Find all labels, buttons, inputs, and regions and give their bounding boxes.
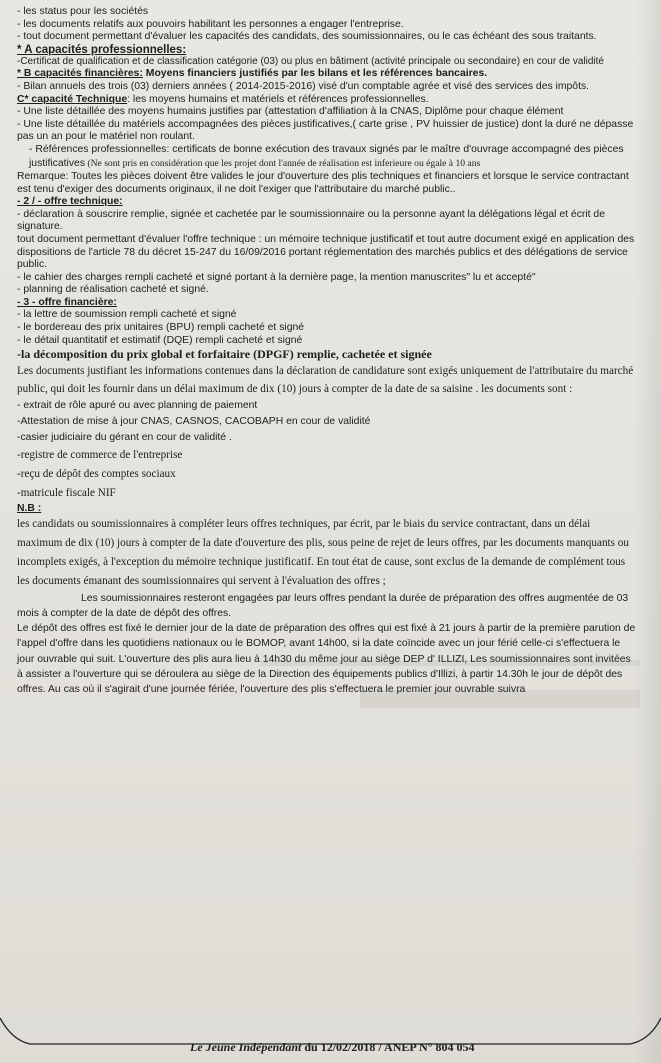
section-c-item [17,144,637,171]
footer-date: 12/02/2018 [320,1040,376,1054]
nb-label [17,503,637,516]
nb-label-text: N.B : [17,502,42,514]
tender-notice-column [17,6,637,697]
justification-intro: Les documents justifiant les informations contenues dans la déclaration de candidature sont exigés uniquement de l'attributaire du marché public, qui doit les fournir dans un délai maximum de dix (10) jours à compter de la date de sa saisine . les documents sont : [17,364,634,395]
financial-offer-item: - la lettre de soumission rempli cacheté et signé [17,309,237,321]
technical-offer-item: - planning de réalisation cacheté et signé. [17,284,209,296]
footer-publication: Le Jeune Indépendant [190,1040,302,1054]
section-b-heading-text: Moyens financiers justifiés par les bilans et les références bancaires. [142,68,488,80]
publication-footer [190,1040,610,1055]
justification-item: -reçu de dépôt des comptes sociaux [17,467,176,480]
top-item: - les documents relatifs aux pouvoirs habilitant les personnes a engager l'entreprise. [17,18,404,30]
top-item: - tout document permettant d'évaluer les capacités des candidats, des soumissionnaires, ou le cas échéant des sous traitants. [17,31,597,43]
section-b-label: * B capacités financières: [17,68,143,80]
footer-anep: / ANEP N° 804 054 [378,1040,475,1054]
bleed-through-shape-1 [360,690,640,748]
financial-offer-heading: - 3 - offre financière: [17,296,117,308]
justification-item: -matricule fiscale NIF [17,486,116,499]
section-c-item-text: - Références professionnelles: certificats de bonne exécution des travaux signés par le maître d'ouvrage accompagné des pièces justificatives [29,143,624,169]
footer-date-prefix: du [304,1040,318,1054]
justification-item: -Attestation de mise à jour CNAS, CASNOS, CACOBAPH en cour de validité [17,415,371,427]
section-c-note: (Ne sont pris en considération que les projet dont l'année de réalisation est inferieure ou égale à 10 ans [85,157,481,169]
justification-item: -registre de commerce de l'entreprise [17,448,183,461]
justification-item: -casier judiciaire du gérant en cour de validité . [17,431,232,443]
page-bottom-curve [0,1010,661,1063]
engagement-text: Les soumissionnaires resteront engagées par leurs offres pendant la durée de préparation des offres augmentée de 03 mois à compter de la date de dépôt des offres. [17,593,629,620]
section-c-heading-text: : les moyens humains et matériels et références professionnelles. [127,93,429,105]
section-c-heading [17,94,637,107]
financial-offer-item: - le bordereau des prix unitaires (BPU) rempli cacheté et signé [17,322,305,334]
section-b-text: - Bilan annuels des trois (03) derniers années ( 2014-2015-2016) visé d'un comptable agrée et visé des services des impôts. [17,80,590,92]
technical-offer-heading: - 2 / - offre technique: [17,196,123,208]
section-b-heading [17,68,637,81]
page-edge-shadow [635,0,661,1063]
section-a-heading: * A capacités professionnelles: [17,43,187,56]
technical-offer-item: tout document permettant d'évaluer l'offre technique : un mémoire technique justificatif et tout autre document exigé en application des dispositions de l'article 78 du décret 15-247 du 16/09/2016 portant réglementation des marchés publics et des délégations de service public. [17,233,635,271]
technical-offer-item: - le cahier des charges rempli cacheté et signé portant à la dernière page, la mention manuscrites" lu et accepté" [17,271,536,283]
deposit-text: Le dépôt des offres est fixé le dernier jour de la date de préparation des offres qui est fixé à 21 jours à partir de la première parution de l'appel d'offre dans les quotidiens nationaux ou le BOMOP, avant 14h00, si la date coïncide avec un jour férié celle-ci s'effectuera le jour ouvrable qui suit. L'ouverture des plis aura lieu à 14h30 du même jour au siège DEP d' ILLIZI, Les soumissionnaires sont invitées à assister a l'ouverture qui se déroulera au siège de la Direction des équipements publics d'Illizi, à partir 14.30h le jour de dépôt des offres. Au cas où il s'agirait d'une journée fériée, l'ouverture des plis s'effectuera le premier jour ouvrable suivra [17,623,636,696]
remarque-text: Remarque: Toutes les pièces doivent être valides le jour d'ouverture des plis techniques et financiers et lorsque le service contractant est tenu d'exiger des documents originaux, il ne doit l'exiger que l'attributaire du marché public.. [17,170,629,195]
financial-offer-item: -la décomposition du prix global et forfaitaire (DPGF) remplie, cachetée et signée [17,347,432,362]
section-c-item: - Une liste détaillée des moyens humains justifies par (attestation d'affiliation à la CNAS, Diplôme pour chaque élément [17,106,564,118]
section-a-text: -Certificat de qualification et de classification catégorie (03) ou plus en bâtiment (activité principale ou secondaire) en cour de validité [17,56,604,68]
technical-offer-item: - déclaration à souscrire remplie, signée et cachetée par le soumissionnaire ou la personne ayant la délégations légal et écrit de signature. [17,208,605,233]
nb-text: les candidats ou soumissionnaires à compléter leurs offres techniques, par écrit, par le biais du service contractant, dans un délai maximum de dix (10) jours à compter de la date d'ouverture des plis, sous peine de rejet de leurs offres, par les documents manquants ou incomplets exigés, à l'exception du mémoire technique justificatif. En tout état de cause, sont exclus de la demande de complément tous les documents émanant des soumissionnaires qui servent à l'évaluation des offres ; [17,518,629,588]
financial-offer-item: - le détail quantitatif et estimatif (DQE) rempli cacheté et signé [17,334,303,346]
section-c-label: C* capacité Technique [17,93,128,105]
justification-item: - extrait de rôle apuré ou avec planning de paiement [17,399,258,411]
top-item: - les status pour les sociétés [17,6,149,17]
section-c-item: - Une liste détaillée du matériels accompagnées des pièces justificatives,( carte grise , PV huissier de justice) dont la duré ne dépasse pas un an pour le matériel non roulant. [17,118,634,143]
